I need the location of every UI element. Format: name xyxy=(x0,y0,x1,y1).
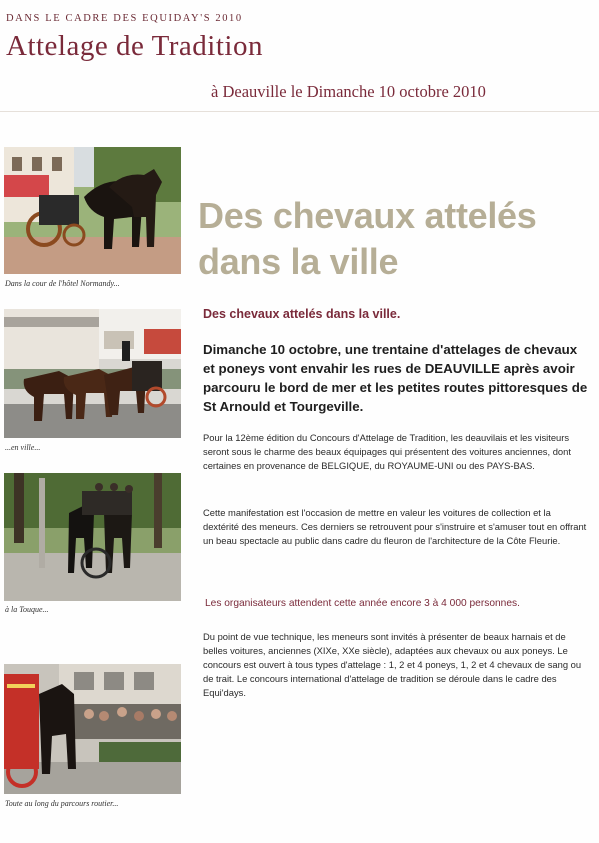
header-divider xyxy=(0,111,599,112)
photo-la-touque xyxy=(4,473,181,601)
attendance-highlight: Les organisateurs attendent cette année encore 3 à 4 000 personnes. xyxy=(205,598,520,609)
body-paragraph-3: Du point de vue technique, les meneurs sont invités à présenter de beaux harnais et de belles voitures, anciennes (XIXe, XXe siècle), adaptées aux chevaux ou aux poneys. Le concours est ouvert à tous types d'attelage : 1, 2 et 4 poneys, 1, 2 et 4 chevaux de sang ou de trait. Le concours international d'attelage de tradition se déroule dans le cadre des Equi'days. xyxy=(203,631,582,698)
headline xyxy=(198,193,598,285)
page-title: Attelage de Tradition xyxy=(6,30,263,62)
lead-paragraph: Dimanche 10 octobre, une trentaine d'attelages de chevaux et poneys vont envahir les rues de DEAUVILLE après avoir parcouru le bord de mer et les petites routes pittoresques de St Arnould et Tourgeville. xyxy=(203,342,588,414)
photo-caption-3: à la Touque... xyxy=(5,605,49,614)
section-title: Des chevaux attelés dans la ville. xyxy=(203,307,401,321)
headline-line-2: dans la ville xyxy=(198,241,399,282)
event-kicker: DANS LE CADRE DES EQUIDAY'S 2010 xyxy=(6,13,243,24)
body-paragraph-2: Cette manifestation est l'occasion de mettre en valeur les voitures de collection et la dextérité des meneurs. Ces derniers se retrouvent pour s'instruire et s'amuser tout en offrant un beau spectacle au public dans cadre du fleuron de l'architecture de la Côte Fleurie. xyxy=(203,507,587,546)
photo-hotel-courtyard xyxy=(4,147,181,274)
photo-caption-4: Toute au long du parcours routier... xyxy=(5,799,119,808)
photo-road-route xyxy=(4,664,181,794)
headline-line-1: Des chevaux attelés xyxy=(198,195,537,236)
photo-caption-2: ...en ville... xyxy=(5,443,41,452)
photo-caption-1: Dans la cour de l'hôtel Normandy... xyxy=(5,279,120,288)
photo-in-town xyxy=(4,309,181,438)
body-paragraph-1: Pour la 12ème édition du Concours d'Attelage de Tradition, les deauvilais et les visiteurs seront sous le charme des beaux équipages qui présentent des voitures anciennes, dont certaines en provenance de BELGIQUE, du ROYAUME-UNI ou des PAYS-BAS. xyxy=(203,432,571,471)
event-date-subtitle: à Deauville le Dimanche 10 octobre 2010 xyxy=(211,82,486,101)
